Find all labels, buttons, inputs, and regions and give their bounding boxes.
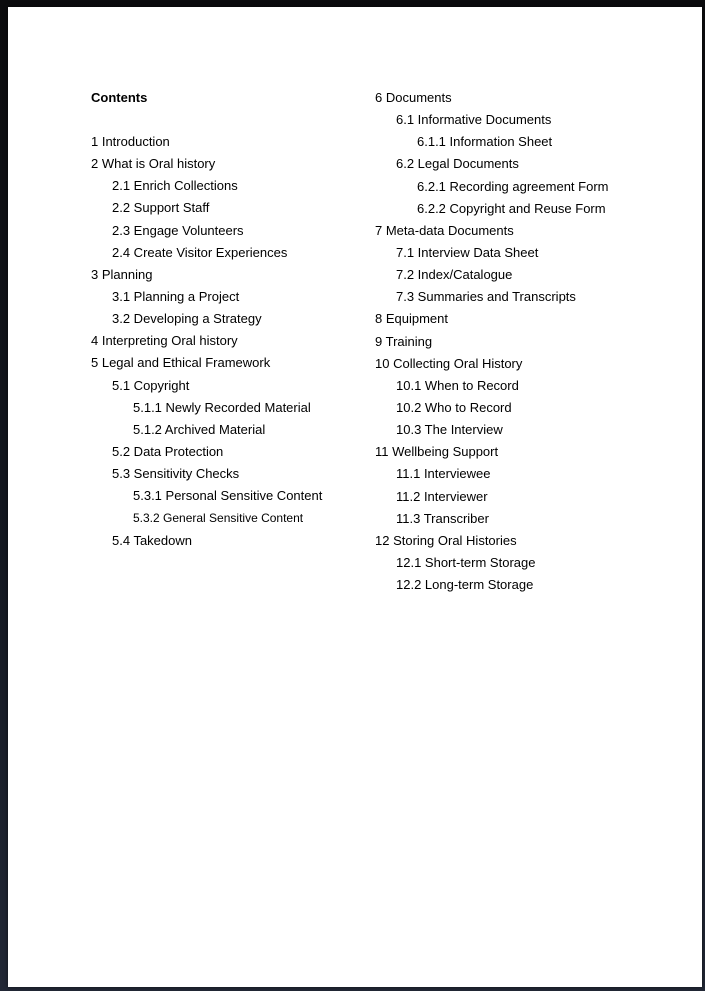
toc-entry[interactable]: 11.2 Interviewer (396, 488, 488, 504)
toc-entry[interactable]: 5.4 Takedown (112, 532, 192, 548)
toc-entry[interactable]: 11.3 Transcriber (396, 510, 489, 526)
toc-entry[interactable]: 6.2 Legal Documents (396, 156, 519, 172)
toc-entry[interactable]: 12.1 Short-term Storage (396, 554, 536, 570)
toc-entry[interactable]: 9 Training (375, 333, 433, 349)
toc-entry[interactable]: 6.2.1 Recording agreement Form (417, 178, 609, 194)
toc-entry[interactable]: 7 Meta-data Documents (375, 222, 514, 238)
toc-entry[interactable]: 5.3 Sensitivity Checks (112, 466, 240, 482)
toc-entry[interactable]: 2.3 Engage Volunteers (112, 222, 244, 238)
toc-entry[interactable]: 3 Planning (91, 266, 153, 282)
toc-left-column (91, 87, 361, 552)
toc-entry[interactable]: 2 What is Oral history (91, 156, 216, 172)
toc-entry[interactable]: 4 Interpreting Oral history (91, 333, 238, 349)
heading-spacer (91, 109, 361, 131)
toc-entry[interactable]: 6 Documents (375, 90, 452, 105)
toc-entry[interactable]: 6.2.2 Copyright and Reuse Form (417, 200, 606, 216)
toc-entry[interactable]: 5.1.1 Newly Recorded Material (133, 399, 311, 415)
contents-heading: Contents (91, 90, 148, 105)
toc-entry[interactable]: 6.1 Informative Documents (396, 112, 552, 128)
toc-entry[interactable]: 5.2 Data Protection (112, 443, 224, 459)
toc-entry[interactable]: 2.2 Support Staff (112, 200, 210, 216)
toc-entry[interactable]: 3.2 Developing a Strategy (112, 311, 262, 327)
toc-entry[interactable]: 5.3.2 General Sensitive Content (133, 511, 304, 526)
document-page (8, 7, 702, 987)
toc-entry[interactable]: 8 Equipment (375, 311, 448, 327)
toc-entry[interactable]: 2.1 Enrich Collections (112, 178, 238, 194)
toc-entry[interactable]: 7.3 Summaries and Transcripts (396, 289, 576, 305)
toc-entry[interactable]: 7.1 Interview Data Sheet (396, 244, 539, 260)
toc-entry[interactable]: 10 Collecting Oral History (375, 355, 523, 371)
toc-right-column (375, 87, 695, 596)
toc-entry[interactable]: 11.1 Interviewee (396, 466, 491, 482)
toc-entry[interactable]: 3.1 Planning a Project (112, 288, 240, 304)
toc-entry[interactable]: 6.1.1 Information Sheet (417, 134, 553, 150)
toc-entry[interactable]: 10.3 The Interview (396, 422, 503, 438)
toc-entry[interactable]: 5.1.2 Archived Material (133, 421, 266, 437)
toc-entry[interactable]: 2.4 Create Visitor Experiences (112, 244, 288, 260)
toc-entry[interactable]: 11 Wellbeing Support (375, 444, 499, 460)
toc-entry[interactable]: 1 Introduction (91, 134, 170, 149)
toc-entry[interactable]: 5 Legal and Ethical Framework (91, 355, 271, 371)
toc-entry[interactable]: 10.1 When to Record (396, 377, 519, 393)
toc-entry[interactable]: 5.1 Copyright (112, 377, 190, 393)
toc-entry[interactable]: 7.2 Index/Catalogue (396, 267, 513, 283)
toc-entry[interactable]: 5.3.1 Personal Sensitive Content (133, 488, 323, 504)
toc-entry[interactable]: 10.2 Who to Record (396, 399, 512, 415)
toc-entry[interactable]: 12 Storing Oral Histories (375, 532, 517, 548)
toc-entry[interactable]: 12.2 Long-term Storage (396, 577, 534, 593)
